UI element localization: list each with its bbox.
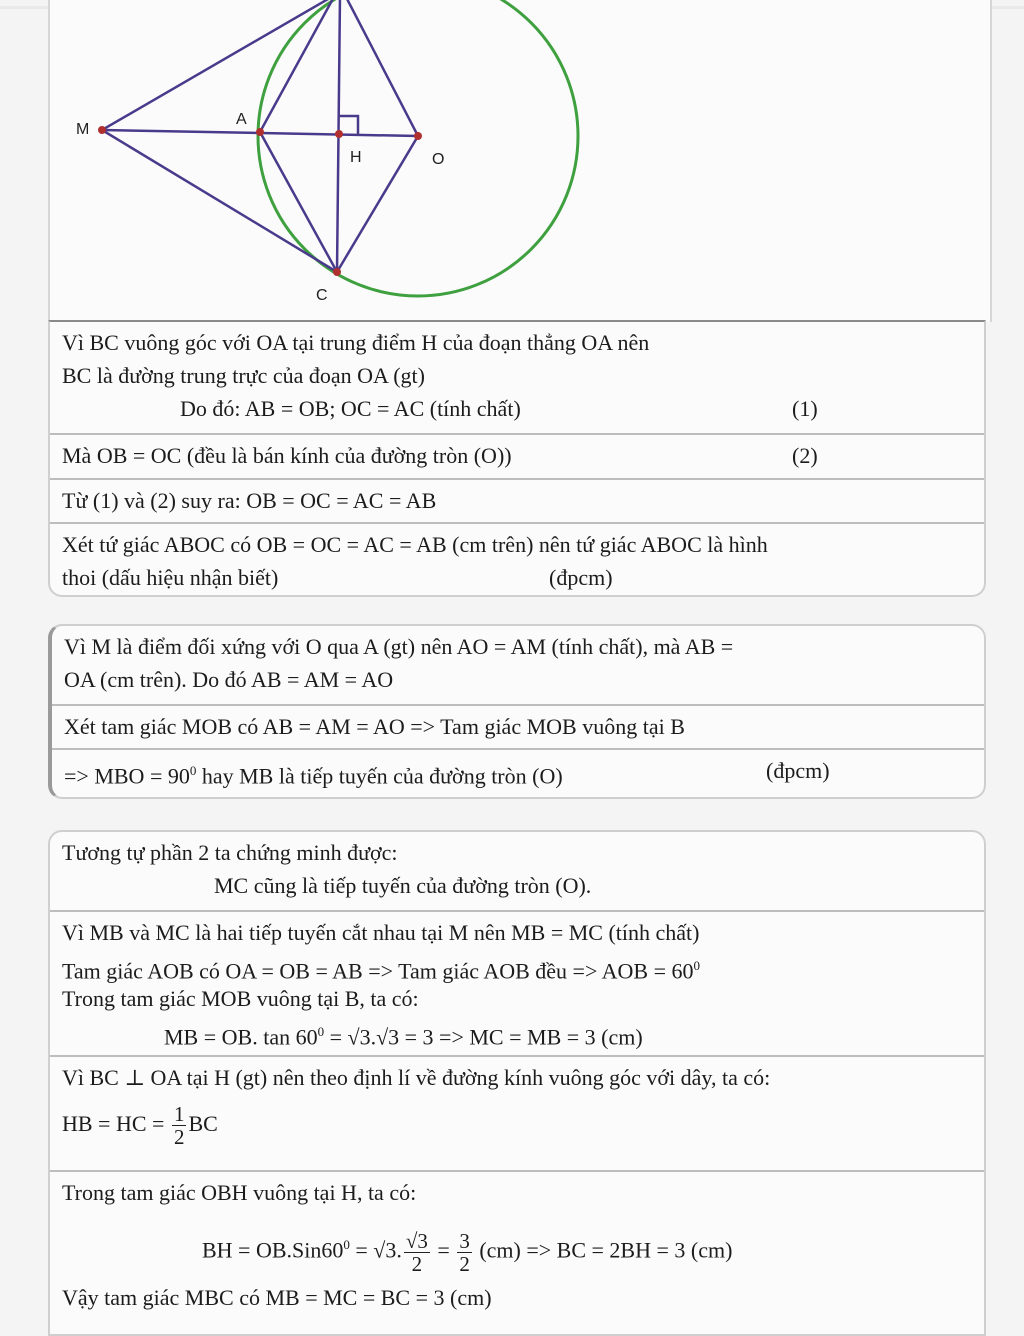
numerator: 1 xyxy=(173,1102,185,1127)
fraction xyxy=(172,1103,187,1148)
geometry-figure xyxy=(48,0,992,322)
text-line xyxy=(62,1015,972,1048)
text-line: Vì M là điểm đối xứng với O qua A (gt) nên AO = AM (tính chất), mà AB = xyxy=(64,634,734,659)
text-line: MC cũng là tiếp tuyến của đường tròn (O). xyxy=(214,873,592,898)
fraction xyxy=(404,1230,430,1275)
formula-text: = √3.√3 = 3 => MC = MB = 3 (cm) xyxy=(324,1024,643,1050)
degree-sign: 0 xyxy=(189,763,197,778)
statement-text: hay MB là tiếp tuyến của đường tròn (O) xyxy=(196,763,563,789)
fraction xyxy=(457,1230,472,1275)
conclusion-text: Do đó: AB = OB; OC = AC (tính chất) xyxy=(180,396,521,421)
text-line: Vì BC vuông góc với OA tại trung điểm H của đoạn thẳng OA nên xyxy=(62,330,650,355)
numerator: 3 xyxy=(459,1228,470,1253)
text-line: Từ (1) và (2) suy ra: OB = OC = AC = AB xyxy=(62,488,437,513)
text-line xyxy=(62,561,972,594)
text-line: BC là đường trung trực của đoạn OA (gt) xyxy=(62,363,425,388)
formula-text: MB = OB. tan 60 xyxy=(164,1024,318,1050)
formula-text: HB = HC = xyxy=(62,1111,170,1136)
label-o: O xyxy=(432,151,445,168)
statement-text: Mà OB = OC (đều là bán kính của đường tròn (O)) xyxy=(62,443,512,468)
text-line xyxy=(62,392,972,425)
text-line xyxy=(62,1209,972,1281)
label-a: A xyxy=(236,111,247,128)
figure-points xyxy=(98,126,422,276)
qed-mark: (đpcm) xyxy=(549,565,613,590)
degree-sign: 0 xyxy=(317,1024,325,1039)
statement-text: Tam giác AOB có OA = OB = AB => Tam giác AOB đều => AOB = 60 xyxy=(62,958,694,984)
proof-row xyxy=(50,524,984,597)
denominator: 2 xyxy=(459,1251,470,1276)
text-line: OA (cm trên). Do đó AB = AM = AO xyxy=(64,667,394,692)
proof-row xyxy=(50,912,984,1057)
statement-text: thoi (dấu hiệu nhận biết) xyxy=(62,565,279,590)
formula-text: = xyxy=(431,1237,456,1263)
proof-row xyxy=(52,626,984,706)
proof-row xyxy=(52,750,984,793)
proof-row xyxy=(50,322,984,435)
proof-card-1 xyxy=(48,320,986,597)
text-line: Xét tam giác MOB có AB = AM = AO => Tam giác MOB vuông tại B xyxy=(64,714,685,739)
qed-mark: (đpcm) xyxy=(766,758,830,783)
proof-row xyxy=(50,435,984,480)
proof-row xyxy=(50,1172,984,1320)
geometry-diagram xyxy=(50,0,990,322)
text-line xyxy=(62,949,972,982)
proof-row xyxy=(50,832,984,912)
text-line: Vậy tam giác MBC có MB = MC = BC = 3 (cm) xyxy=(62,1285,492,1310)
denominator: 2 xyxy=(411,1251,423,1276)
formula-text: (cm) => BC = 2BH = 3 (cm) xyxy=(473,1237,733,1263)
mark-1: (1) xyxy=(792,396,818,421)
proof-card-2 xyxy=(48,624,986,799)
formula-text: = √3. xyxy=(349,1237,402,1263)
proof-row xyxy=(50,1057,984,1172)
text-line: Trong tam giác MOB vuông tại B, ta có: xyxy=(62,986,419,1011)
text-line: Vì MB và MC là hai tiếp tuyến cắt nhau tại M nên MB = MC (tính chất) xyxy=(62,920,700,945)
angle-expression: => MBO = 90 xyxy=(64,763,190,789)
proof-row xyxy=(50,480,984,524)
circle-o xyxy=(258,0,578,296)
label-m: M xyxy=(76,121,90,138)
text-line: Trong tam giác OBH vuông tại H, ta có: xyxy=(62,1180,417,1205)
label-c: C xyxy=(316,287,328,304)
degree-sign: 0 xyxy=(693,958,701,973)
label-h: H xyxy=(350,149,362,166)
text-line: Vì BC ⊥ OA tại H (gt) nên theo định lí về đường kính vuông góc với dây, ta có: xyxy=(62,1065,771,1090)
text-line: Xét tứ giác ABOC có OB = OC = AC = AB (cm trên) nên tứ giác ABOC là hình xyxy=(62,532,768,557)
text-line xyxy=(64,754,972,787)
formula-text: BC xyxy=(188,1111,218,1136)
denominator: 2 xyxy=(173,1125,185,1150)
degree-sign: 0 xyxy=(343,1237,350,1252)
formula-text: BH = OB.Sin60 xyxy=(202,1237,344,1263)
text-line xyxy=(62,1094,972,1154)
mark-2: (2) xyxy=(792,443,818,468)
text-line xyxy=(62,439,972,472)
numerator: √3 xyxy=(405,1228,428,1253)
proof-card-3 xyxy=(48,830,986,1336)
text-line: Tương tự phần 2 ta chứng minh được: xyxy=(62,840,398,865)
proof-row xyxy=(52,706,984,750)
